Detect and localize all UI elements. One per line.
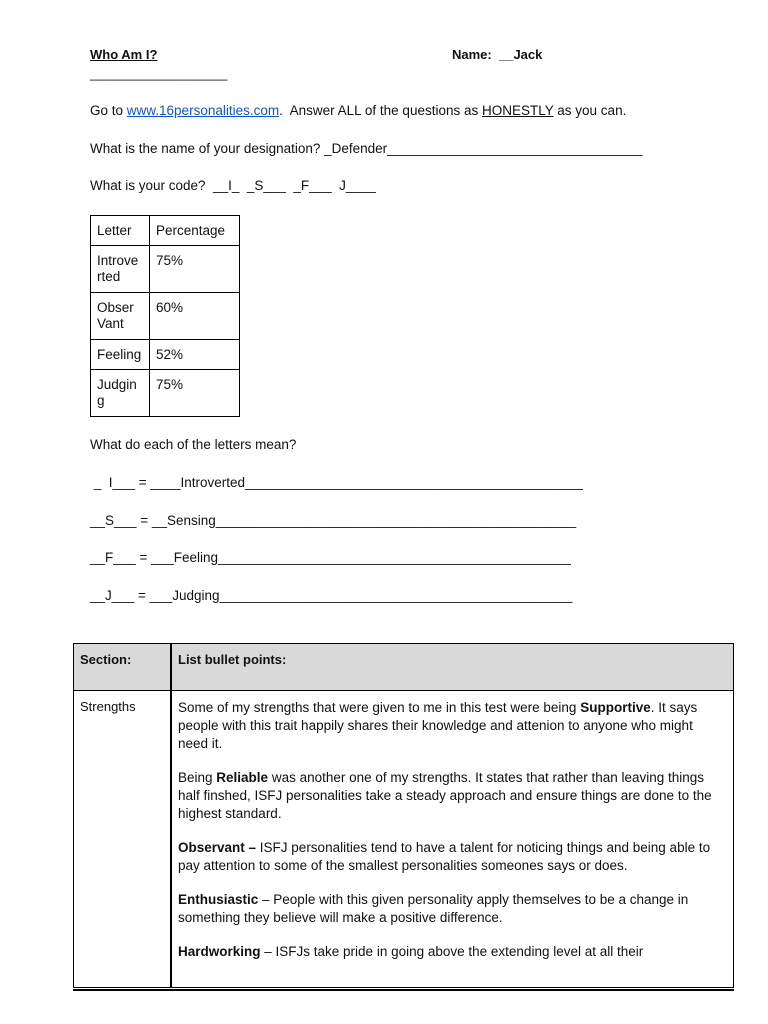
- strength-paragraph: [178, 699, 725, 753]
- intro-instruction: [90, 103, 626, 118]
- section-header: Section:: [74, 644, 172, 691]
- website-link[interactable]: www.16personalities.com: [126, 103, 280, 118]
- percent-cell: 75%: [150, 370, 240, 417]
- worksheet-title: Who Am I?: [90, 47, 158, 62]
- paragraph-text: Being: [178, 770, 217, 785]
- name-label: Name:: [452, 47, 492, 62]
- table-row: [91, 216, 240, 246]
- percent-cell: 75%: [150, 246, 240, 293]
- table-bottom-border: [73, 989, 734, 991]
- paragraph-text: Some of my strengths that were given to me in this test were being: [178, 700, 581, 715]
- strength-paragraph: [178, 943, 725, 961]
- meaning-line-j: __J___ = ___Judging_______________________________________________: [90, 588, 573, 603]
- table-row: [91, 246, 240, 293]
- letters-question: What do each of the letters mean?: [90, 437, 297, 452]
- strengths-table: [73, 643, 734, 988]
- letter-cell: Judgin g: [91, 370, 150, 417]
- table-row: [91, 293, 240, 340]
- paragraph-keyword: Reliable: [216, 770, 269, 785]
- table-header-row: [74, 644, 734, 691]
- paragraph-keyword: Observant –: [178, 840, 257, 855]
- designation-question: What is the name of your designation? _Defender__________________________________: [90, 141, 643, 156]
- code-question: What is your code? __I_ _S___ _F___ J____: [90, 178, 376, 193]
- name-value: __Jack: [498, 47, 543, 62]
- paragraph-text: . It says people with this trait happily shares their knowledge and attenion to anyone who might need it.: [178, 700, 698, 751]
- intro-prefix: Go to: [90, 103, 127, 118]
- intro-middle: . Answer ALL of the questions as: [279, 103, 482, 118]
- intro-emphasis: HONESTLY: [482, 103, 554, 118]
- meaning-line-i: _ I___ = ____Introverted_____________________________________________: [90, 475, 583, 490]
- paragraph-keyword: Supportive: [580, 700, 651, 715]
- bullet-points-header: List bullet points:: [171, 644, 734, 691]
- table-header-cell: Percentage: [150, 216, 240, 246]
- paragraph-text: – ISFJs take pride in going above the extending level at all their: [260, 944, 644, 959]
- letter-cell: Obser Vant: [91, 293, 150, 340]
- code-table: [90, 215, 240, 417]
- letter-cell: Feeling: [91, 340, 150, 370]
- percent-cell: 60%: [150, 293, 240, 340]
- table-header-cell: Letter: [91, 216, 150, 246]
- table-row: [91, 340, 240, 370]
- name-field: [452, 47, 542, 62]
- strengths-label: Strengths: [74, 691, 172, 988]
- intro-suffix: as you can.: [553, 103, 627, 118]
- letter-cell: Introve rted: [91, 246, 150, 293]
- strength-paragraph: [178, 839, 725, 875]
- table-row: [91, 370, 240, 417]
- blank-line: ___________________: [90, 66, 228, 81]
- paragraph-text: – People with this given personality apply themselves to be a change in something they believe will make a positive difference.: [178, 892, 689, 925]
- strength-paragraph: [178, 891, 725, 927]
- meaning-line-s: __S___ = __Sensing________________________________________________: [90, 513, 577, 528]
- table-row: [74, 691, 734, 988]
- strengths-content: [171, 691, 734, 988]
- meaning-line-f: __F___ = ___Feeling_______________________________________________: [90, 550, 571, 565]
- strength-paragraph: [178, 769, 725, 823]
- paragraph-keyword: Hardworking: [178, 944, 261, 959]
- paragraph-text: ISFJ personalities tend to have a talent for noticing things and being able to pay attention to some of the smallest personalities someones says or does.: [178, 840, 711, 873]
- percent-cell: 52%: [150, 340, 240, 370]
- paragraph-keyword: Enthusiastic: [178, 892, 259, 907]
- paragraph-text: was another one of my strengths. It states that rather than leaving things half finshed, ISFJ personalities take a steady approach and ensure things are done to the highest standard.: [178, 770, 712, 821]
